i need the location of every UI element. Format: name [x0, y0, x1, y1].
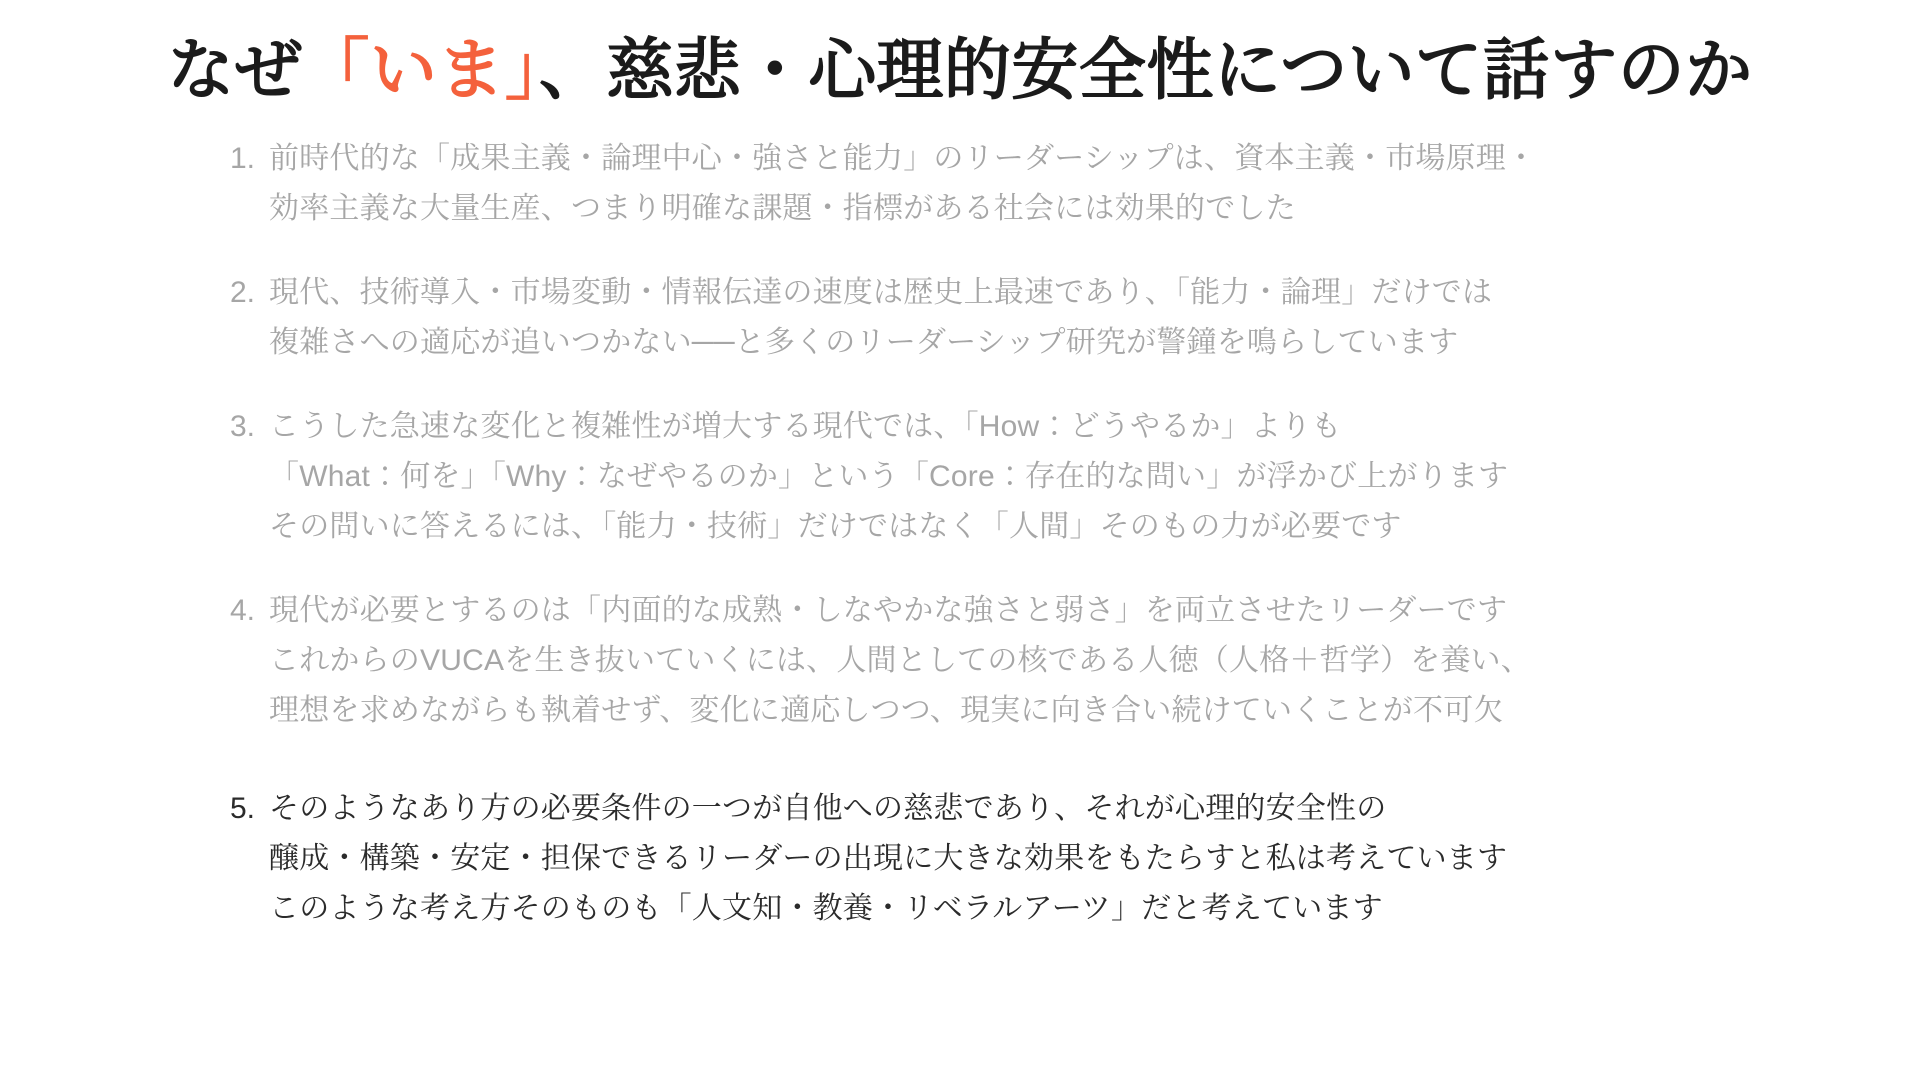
list-item [40, 134, 1880, 234]
list-item-number: 5. [229, 791, 255, 825]
list-item-line: このような考え方そのものも「人文知・教養・リベラルアーツ」だと考えています [269, 891, 1383, 925]
list-item-line: 理想を求めながらも執着せず、変化に適応しつつ、現実に向き合い続けていくことが不可欠 [269, 693, 1504, 727]
page-title-lead: なぜ [167, 33, 303, 108]
list-item-body [269, 586, 1880, 736]
list-item-line: その問いに答えるには、「能力・技術」だけではなく「人間」そのもの力が必要です [269, 509, 1402, 543]
list-item [40, 268, 1880, 368]
numbered-list [40, 134, 1880, 934]
list-item-body [269, 784, 1880, 934]
list-item-body [269, 134, 1880, 234]
list-item-body [269, 268, 1880, 368]
page-title-accent: 「いま」 [302, 33, 539, 108]
list-item-number: 3. [229, 409, 255, 443]
list-item-line: 複雑さへの適応が追いつかない──と多くのリーダーシップ研究が警鐘を鳴らしています [269, 325, 1459, 359]
list-item-number: 1. [229, 141, 255, 175]
page-title [40, 34, 1880, 108]
list-item-number: 2. [229, 275, 255, 309]
list-item-line: そのようなあり方の必要条件の一つが自他への慈悲であり、それが心理的安全性の [269, 791, 1387, 825]
list-item-line: これからのVUCAを生き抜いていくには、人間としての核である人徳（人格＋哲学）を養い、 [269, 643, 1531, 677]
list-item-line: こうした急速な変化と複雑性が増大する現代では、「How：どうやるか」よりも [269, 409, 1342, 443]
list-item-line: 効率主義な大量生産、つまり明確な課題・指標がある社会には効果的でした [269, 191, 1296, 225]
list-item [40, 402, 1880, 552]
page-title-tail: 、慈悲・心理的安全性について話すのか [538, 33, 1753, 108]
list-item-line: 現代、技術導入・市場変動・情報伝達の速度は歴史上最速であり、「能力・論理」だけでは [269, 275, 1493, 309]
list-item-line: 前時代的な「成果主義・論理中心・強さと能力」のリーダーシップは、資本主義・市場原理・ [269, 141, 1537, 175]
list-item-line: 醸成・構築・安定・担保できるリーダーの出現に大きな効果をもたらすと私は考えています [269, 841, 1508, 875]
list-item-body [269, 402, 1880, 552]
list-item-line: 「What：何を」「Why：なぜやるのか」という「Core：存在的な問い」が浮かび上がります [269, 459, 1509, 493]
list-item [40, 784, 1880, 934]
list-item [40, 586, 1880, 736]
list-item-line: 現代が必要とするのは「内面的な成熟・しなやかな強さと弱さ」を両立させたリーダーです [269, 593, 1508, 627]
list-item-number: 4. [229, 593, 255, 627]
